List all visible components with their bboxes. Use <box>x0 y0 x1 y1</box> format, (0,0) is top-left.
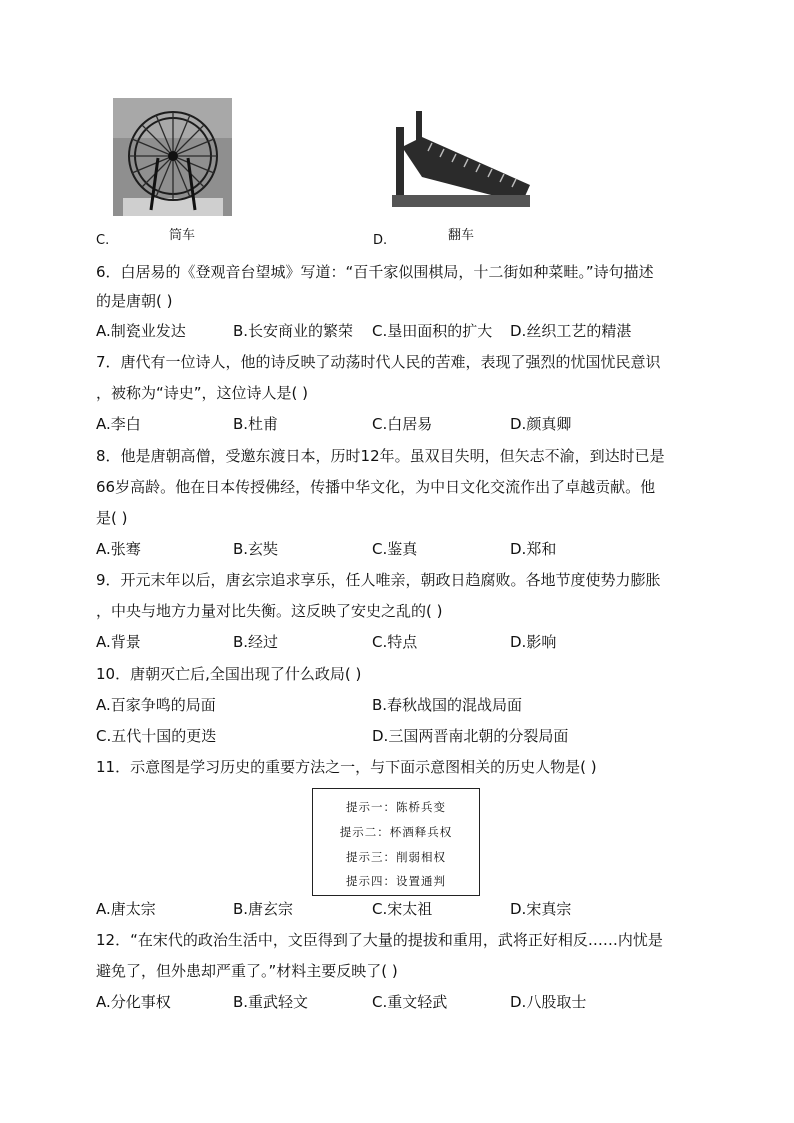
hint-3: 提示三：削弱相权 <box>346 850 446 864</box>
q8-option-d[interactable]: D.郑和 <box>510 540 557 558</box>
q8-option-c[interactable]: C.鉴真 <box>372 540 418 558</box>
q6-option-d[interactable]: D.丝织工艺的精湛 <box>510 322 632 340</box>
q9-option-c[interactable]: C.特点 <box>372 633 418 651</box>
q11-line-1: 11．示意图是学习历史的重要方法之一，与下面示意图相关的历史人物是( ) <box>96 758 597 776</box>
q9-line-1: 9．开元末年以后，唐玄宗追求享乐，任人唯亲，朝政日趋腐败。各地节度使势力膨胀 <box>96 571 661 589</box>
q12-option-c[interactable]: C.重文轻武 <box>372 993 448 1011</box>
q12-line-1: 12．“在宋代的政治生活中，文臣得到了大量的提拔和重用，武将正好相反……内忧是 <box>96 931 663 949</box>
q8-line-2: 66岁高龄。他在日本传授佛经，传播中华文化，为中日文化交流作出了卓越贡献。他 <box>96 478 656 496</box>
q7-line-2: ，被称为“诗史”，这位诗人是( ) <box>96 384 309 402</box>
q9-option-d[interactable]: D.影响 <box>510 633 557 651</box>
waterwheel-caption: 筒车 <box>169 228 196 243</box>
q9-line-2: ，中央与地方力量对比失衡。这反映了安史之乱的( ) <box>96 602 443 620</box>
q11-option-a[interactable]: A.唐太宗 <box>96 900 156 918</box>
q6-option-a[interactable]: A.制瓷业发达 <box>96 322 186 340</box>
chain-pump-photo <box>392 107 530 207</box>
hint-1: 提示一：陈桥兵变 <box>346 800 446 814</box>
q7-option-d[interactable]: D.颜真卿 <box>510 415 572 433</box>
q11-option-c[interactable]: C.宋太祖 <box>372 900 433 918</box>
q10-line-1: 10．唐朝灭亡后,全国出现了什么政局( ) <box>96 665 362 683</box>
option-c-label: C. <box>96 233 110 248</box>
q9-option-b[interactable]: B.经过 <box>233 633 279 651</box>
q9-option-a[interactable]: A.背景 <box>96 633 141 651</box>
q7-option-c[interactable]: C.白居易 <box>372 415 433 433</box>
q12-option-a[interactable]: A.分化事权 <box>96 993 171 1011</box>
option-d-label: D. <box>373 233 388 248</box>
q6-line-2: 的是唐朝( ) <box>96 292 173 310</box>
q6-option-b[interactable]: B.长安商业的繁荣 <box>233 322 354 340</box>
q12-option-d[interactable]: D.八股取士 <box>510 993 587 1011</box>
q8-line-3: 是( ) <box>96 509 128 527</box>
q12-option-b[interactable]: B.重武轻文 <box>233 993 309 1011</box>
q10-option-a[interactable]: A.百家争鸣的局面 <box>96 696 216 714</box>
q7-option-b[interactable]: B.杜甫 <box>233 415 279 433</box>
q7-option-a[interactable]: A.李白 <box>96 415 141 433</box>
q6-option-c[interactable]: C.垦田面积的扩大 <box>372 322 493 340</box>
q8-option-b[interactable]: B.玄奘 <box>233 540 279 558</box>
q10-option-b[interactable]: B.春秋战国的混战局面 <box>372 696 523 714</box>
waterwheel-photo <box>113 98 232 216</box>
q10-option-d[interactable]: D.三国两晋南北朝的分裂局面 <box>372 727 569 745</box>
hint-diagram-box <box>312 788 480 896</box>
q6-line-1: 6．白居易的《登观音台望城》写道：“百千家似围棋局，十二街如种菜畦。”诗句描述 <box>96 263 654 281</box>
q10-option-c[interactable]: C.五代十国的更迭 <box>96 727 217 745</box>
q7-line-1: 7．唐代有一位诗人，他的诗反映了动荡时代人民的苦难，表现了强烈的忧国忧民意识 <box>96 353 661 371</box>
q12-line-2: 避免了，但外患却严重了。”材料主要反映了( ) <box>96 962 398 980</box>
q11-option-b[interactable]: B.唐玄宗 <box>233 900 294 918</box>
q8-line-1: 8．他是唐朝高僧，受邀东渡日本，历时12年。虽双目失明，但矢志不渝，到达时已是 <box>96 447 665 465</box>
chain-pump-caption: 翻车 <box>448 228 475 243</box>
q8-option-a[interactable]: A.张骞 <box>96 540 141 558</box>
hint-4: 提示四：设置通判 <box>346 874 446 888</box>
hint-2: 提示二：杯酒释兵权 <box>339 825 453 839</box>
q11-option-d[interactable]: D.宋真宗 <box>510 900 572 918</box>
